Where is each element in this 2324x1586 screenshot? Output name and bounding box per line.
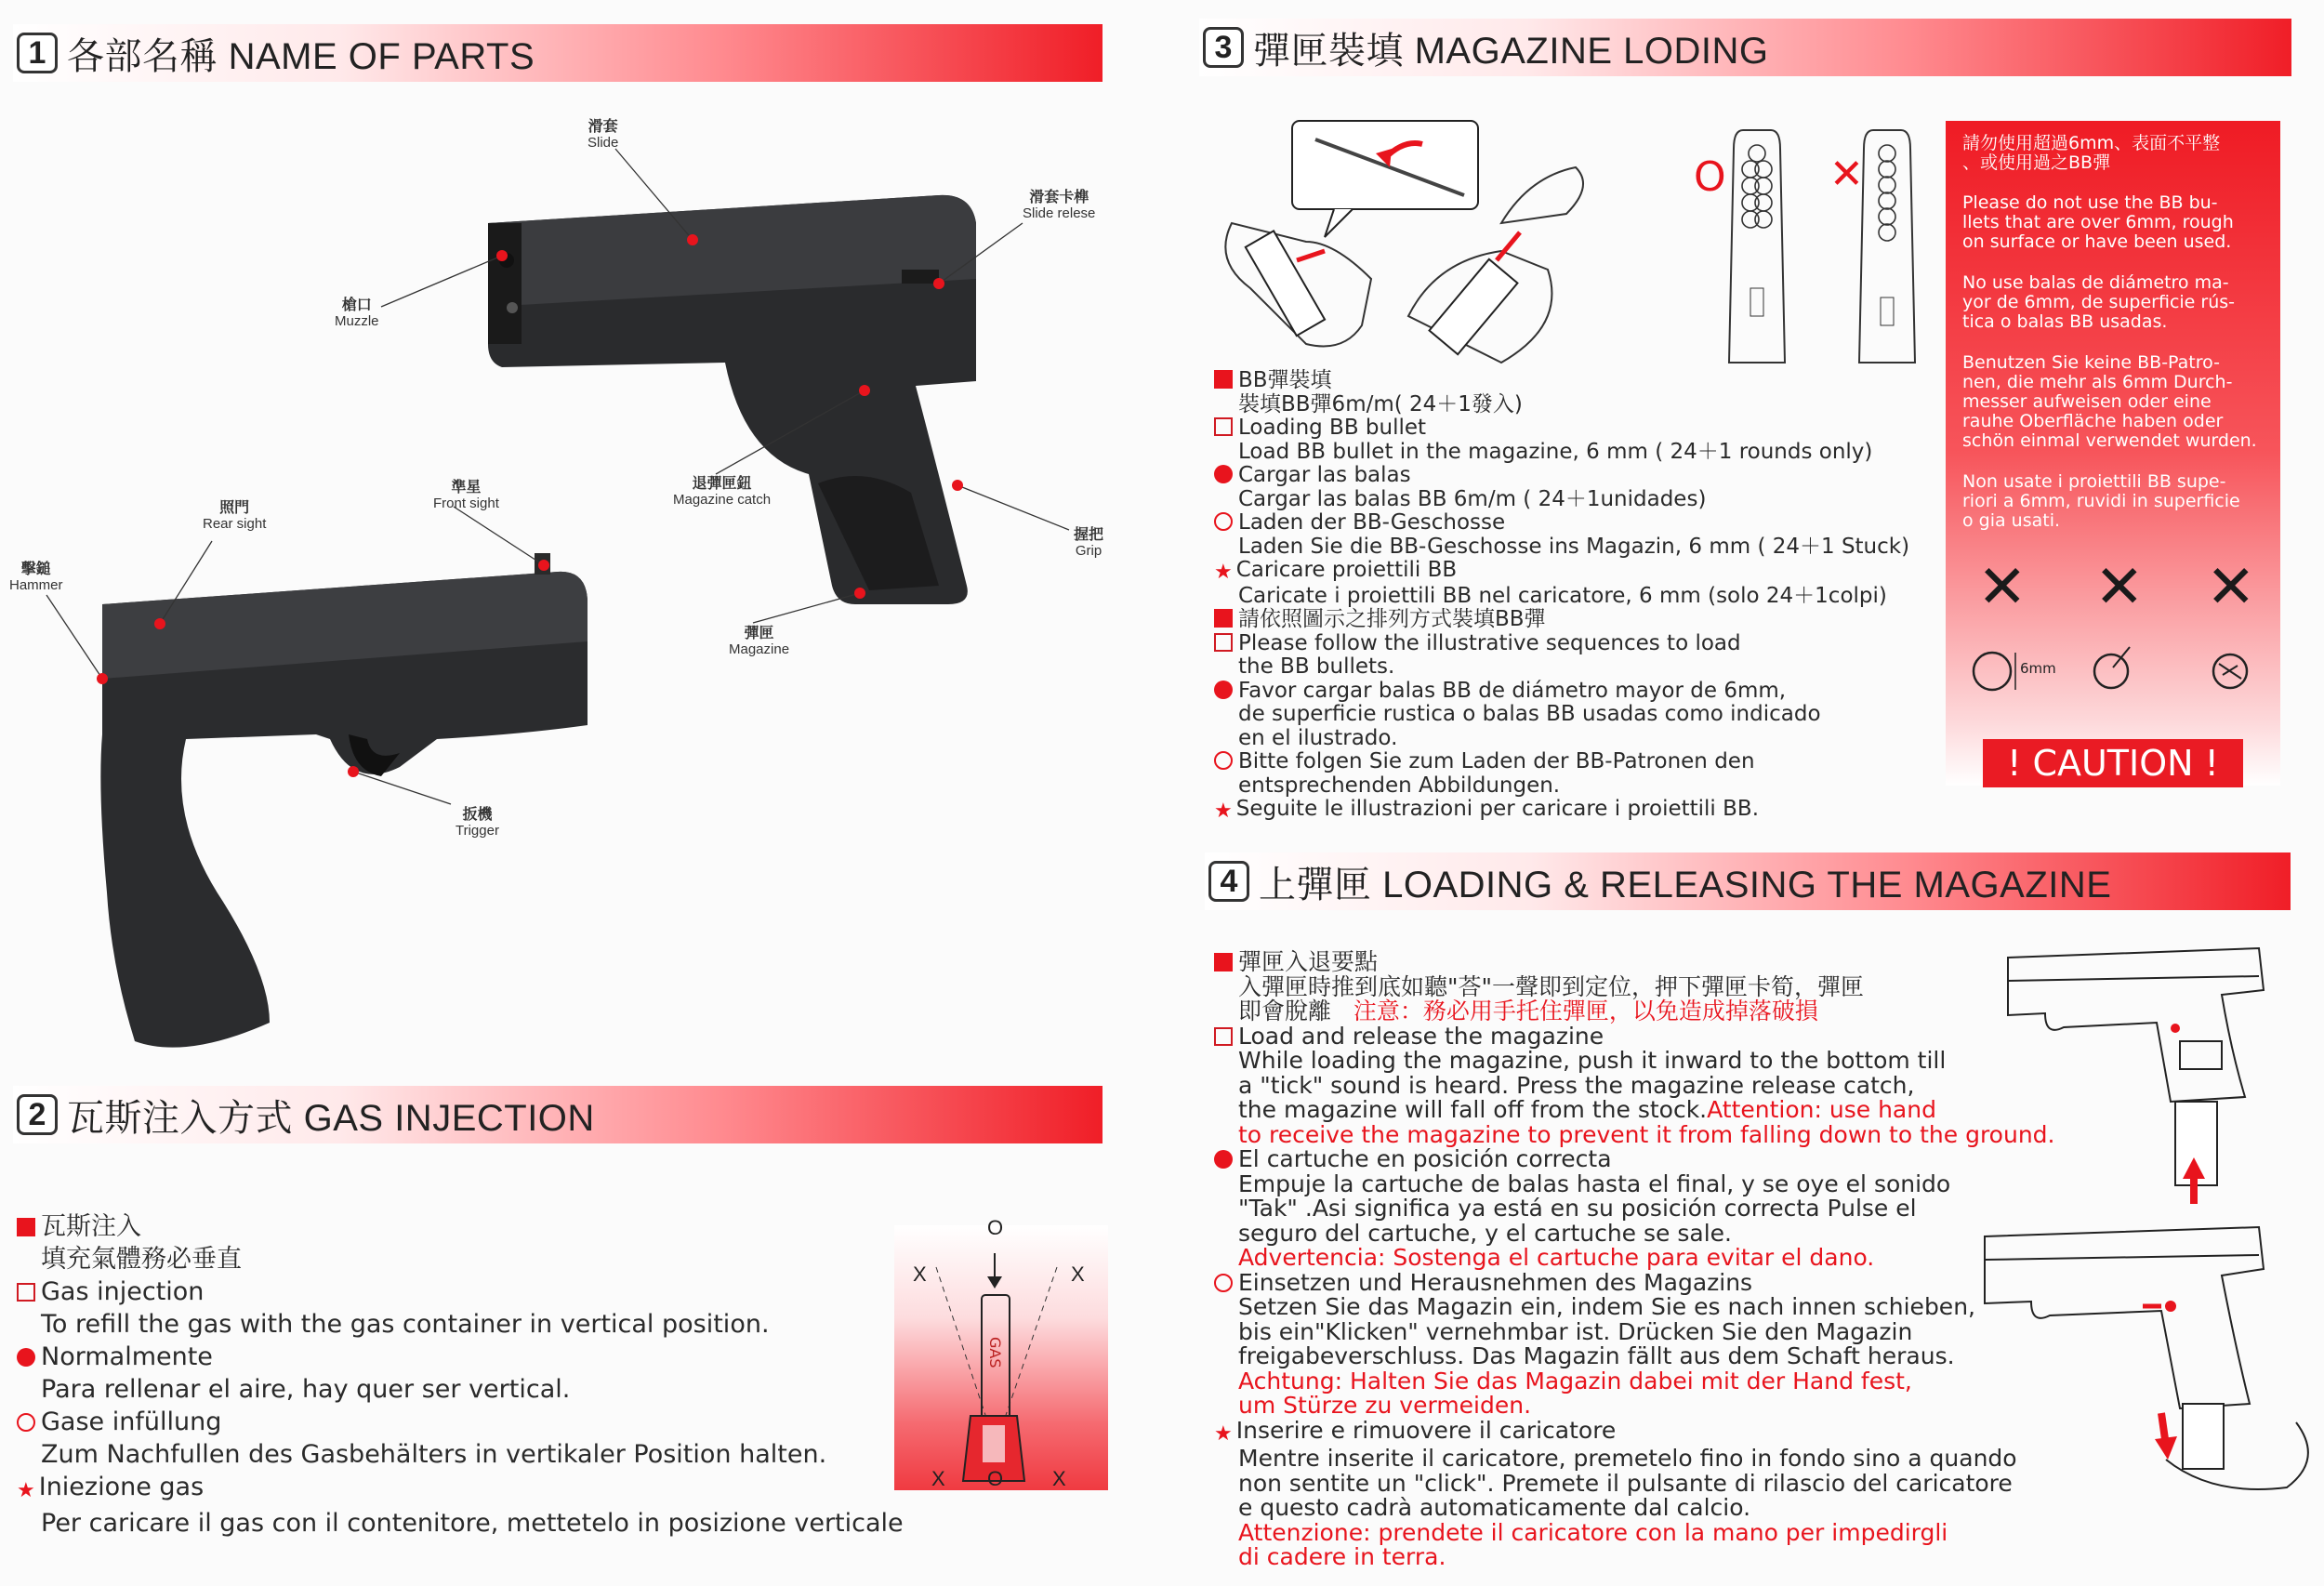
label-hammer: 擊鎚 Hammer [9,562,63,593]
cross-mark-rough: ✕ [2094,553,2145,622]
magazine-loading-text: BB彈裝填 裝填BB彈6m/m( 24＋1發入) Loading BB bullet Load BB bullet in the magazine, 6 mm ( 24＋1 rounds only) Cargar las balas Cargar las balas BB 6m/m ( 24＋1unidades) Laden der BB-Geschosse Laden Sie die BB-Geschosse ins Magazin, 6 mm ( 24＋1 Stuck) ★ Caricare proiettili BB Caricate i proiettili BB nel caricatore, 6 mm (solo 24＋1colpi) 請依照圖示之排列方式裝填BB彈 Please follow the illustrative sequences to load the BB bullets. Favor cargar balas BB de diámetro mayor de 6mm, de superficie rustica o balas BB usadas como indicado en el ilustrado. Bitte folgen Sie zum Laden der BB-Patronen den entsprechenden Abbildungen. ★ Seguite le illustrazioni per caricare i proiettili BB. [1214,368,1910,823]
red-square-bullet [1214,953,1233,971]
section3-number: 3 [1203,27,1244,68]
label-magazine-catch: 退彈匣鈕 Magazine catch [673,476,772,508]
gas-can-label: GAS [986,1337,1004,1368]
pistol-illustrations [0,84,1116,1069]
section3-header [1199,19,2291,76]
bb-size-icons [1964,641,2271,707]
open-square-bullet [1214,1027,1233,1046]
label-front-sight: 準星 Front sight [433,480,499,511]
red-star-bullet: ★ [1214,561,1233,584]
section1-header [13,24,1103,82]
cross-mark-used: ✕ [2206,553,2256,622]
open-circle-bullet [1214,512,1233,531]
caution-zh: 請勿使用超過6mm、表面不平整 、或使用過之BB彈 [1962,133,2221,173]
caution-es: No use balas de diámetro ma- yor de 6mm, de superficie rús- tica o balas BB usadas. [1962,272,2236,332]
red-circle-bullet [1214,465,1233,483]
magazine-insert-release-illustration [1980,939,2324,1497]
red-star-bullet: ★ [17,1479,35,1502]
open-circle-bullet [1214,1274,1233,1292]
section1-title: 各部名稱 NAME OF PARTS [67,35,535,77]
label-muzzle: 槍口 Muzzle [335,297,379,329]
section2-number: 2 [17,1094,58,1135]
upper-pistol-image [488,195,976,604]
red-circle-bullet [17,1348,35,1367]
red-square-bullet [1214,609,1233,628]
section2-header [13,1086,1103,1143]
caution-en: Please do not use the BB bu- llets that are over 6mm, rough on surface or have been used. [1962,192,2234,252]
label-slide-release: 滑套卡榫 Slide relese [1023,190,1096,221]
section4-title: 上彈匣 LOADING & RELEASING THE MAGAZINE [1259,864,2112,905]
gas-injection-diagram [894,1216,1108,1490]
magazine-release-text: 彈匣入退要點 入彈匣時推到底如聽"荅"一聲即到定位，押下彈匣卡筍，彈匣 即會脫離 注意：務必用手托住彈匣，以免造成掉落破損 Load and release the magazine While loading the magazine, push it inward to the bottom till a "tick" sound is heard. Press the magazine release catch, the magazine will fall off from the stock.Attention: use hand to receive the magazine to prevent it from falling down to the ground. El cartuche en posición correcta Empuje la cartuche de balas hasta el final, y se oye el sonido "Tak" .Asi significa ya está en su posición correcta Pulse el seguro del cartuche, y el cartuche se sale. Advertencia: Sostenga el cartuche para evitar el dano. Einsetzen und Herausnehmen des Magazins Setzen Sie das Magazin ein, indem Sie es nach innen schieben, bis ein"Klicken" vernehmbar ist. Drücken Sie den Magazin freigabeverschluss. Das Magazin fällt aus dem Schaft heraus. Achtung: Halten Sie das Magazin dabei mit der Hand fest, um Stürze zu vermeiden. ★ Inserire e rimuovere il caricatore Mentre inserite il caricatore, premetelo fino in fondo sino a quando non sentite un "click". Premete il pulsante di rilascio del caricatore e questo cadrà automaticamente dal calcio. Attenzione: prendete il caricatore con la mano per impedirgli di cadere in terra. [1214,948,2055,1570]
caution-panel [1946,121,2280,786]
magazine-loading-illustration [1195,112,1938,381]
section2-title: 瓦斯注入方式 GAS INJECTION [67,1097,595,1139]
gas-ok-mark-bottom: O [987,1467,1004,1490]
gas-ng-mark-bottom-left: X [931,1467,945,1490]
correct-mark: O [1694,153,1726,201]
open-square-bullet [1214,417,1233,436]
caution-de: Benutzen Sie keine BB-Patro- nen, die mehr als 6mm Durch- messer aufweisen oder eine rauhe Oberfläche haben oder schön einmal verwendet wurden. [1962,352,2257,451]
label-grip: 握把 Grip [1074,527,1104,559]
gas-ok-mark-top: O [987,1216,1004,1239]
gas-injection-text: 瓦斯注入 填充氣體務必垂直 Gas injection To refill the gas with the gas container in vertical position. Normalmente Para rellenar el aire, hay quer ser vertical. Gase infüllung Zum Nachfullen des Gasbehälters in vertikaler Position halten. ★ Iniezione gas Per caricare il gas con il contenitore, mettetelo in posizione verticale [17,1212,904,1538]
label-slide: 滑套 Slide [588,119,619,151]
bb-size-label: 6mm [2020,660,2056,677]
gas-ng-mark-right: X [1071,1262,1085,1286]
cross-mark-oversize: ✕ [1977,553,2027,622]
section4-header [1205,852,2291,910]
lower-pistol-image [100,553,588,1048]
section3-title: 彈匣裝填 MAGAZINE LODING [1253,30,1769,72]
caution-it: Non usate i proiettili BB supe- riori a 6mm, ruvidi in superficie o gia usati. [1962,471,2240,531]
red-star-bullet: ★ [1214,800,1233,823]
open-square-bullet [1214,633,1233,652]
section1-number: 1 [17,33,58,73]
caution-banner: ! CAUTION ! [1983,739,2243,787]
red-square-bullet [17,1218,35,1236]
label-magazine: 彈匣 Magazine [729,626,790,657]
open-square-bullet [17,1283,35,1302]
label-trigger: 扳機 Trigger [456,807,499,839]
red-circle-bullet [1214,1150,1233,1169]
gas-ng-mark-bottom-right: X [1052,1467,1066,1490]
red-circle-bullet [1214,681,1233,699]
label-rear-sight: 照門 Rear sight [203,500,267,532]
incorrect-mark: ✕ [1829,151,1864,198]
section4-number: 4 [1208,861,1249,902]
red-square-bullet [1214,370,1233,389]
red-star-bullet: ★ [1214,1421,1233,1446]
open-circle-bullet [1214,751,1233,770]
open-circle-bullet [17,1413,35,1432]
gas-ng-mark-left: X [913,1262,927,1286]
